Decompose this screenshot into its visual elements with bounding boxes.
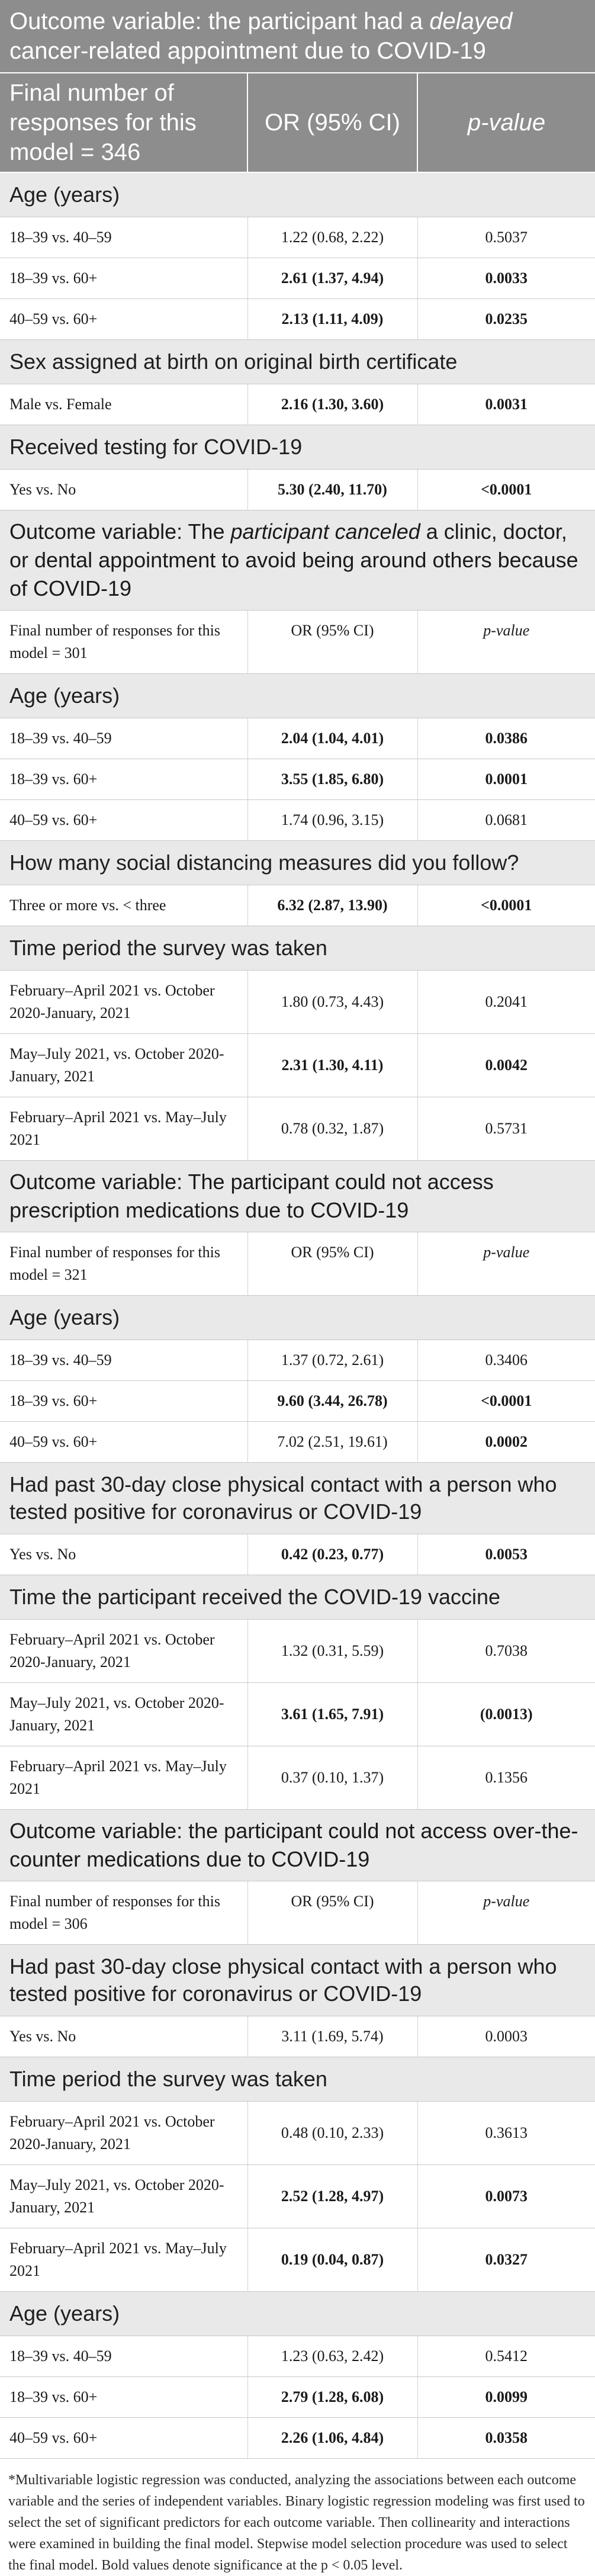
header-or-ci: OR (95% CI) <box>247 73 417 172</box>
comparison-label: Male vs. Female <box>0 384 247 425</box>
group-survey-period <box>0 926 595 971</box>
table-row <box>0 2165 595 2228</box>
comparison-label: May–July 2021, vs. October 2020-January, 2021 <box>0 1034 247 1097</box>
table-row <box>0 759 595 800</box>
table-row <box>0 885 595 926</box>
group-age-years <box>0 1296 595 1340</box>
odds-ratio-ci: 2.79 (1.28, 6.08) <box>247 2377 417 2418</box>
comparison-label: 18–39 vs. 40–59 <box>0 217 247 258</box>
sub-final-responses: Final number of responses for this model = 306 <box>0 1881 247 1945</box>
odds-ratio-ci: 3.11 (1.69, 5.74) <box>247 2016 417 2057</box>
comparison-label: February–April 2021 vs. October 2020-January, 2021 <box>0 2102 247 2165</box>
odds-ratio-ci: 2.16 (1.30, 3.60) <box>247 384 417 425</box>
table-row <box>0 1381 595 1422</box>
table-row <box>0 1620 595 1683</box>
table-row <box>0 718 595 759</box>
odds-ratio-ci: 0.19 (0.04, 0.87) <box>247 2228 417 2292</box>
odds-ratio-ci: 3.55 (1.85, 6.80) <box>247 759 417 800</box>
comparison-label: 18–39 vs. 40–59 <box>0 2336 247 2377</box>
p-value: 0.1356 <box>417 1746 595 1810</box>
group-close-contact <box>0 1463 595 1534</box>
header-p-value: p-value <box>417 73 595 172</box>
group-close-contact-label: Had past 30-day close physical contact with a person who tested positive for coronavirus or COVID-19 <box>0 1463 595 1534</box>
table-row <box>0 2016 595 2057</box>
comparison-label: February–April 2021 vs. October 2020-January, 2021 <box>0 1620 247 1683</box>
p-value: 0.0053 <box>417 1534 595 1575</box>
subheader-row <box>0 611 595 674</box>
comparison-label: May–July 2021, vs. October 2020-January, 2021 <box>0 2165 247 2228</box>
outcome-header-otc-title: Outcome variable: the participant could not access over-the-counter medications due to COVID-19 <box>0 1810 595 1881</box>
sub-or-ci: OR (95% CI) <box>247 1232 417 1296</box>
column-header-row <box>0 73 595 172</box>
odds-ratio-ci: 0.42 (0.23, 0.77) <box>247 1534 417 1575</box>
table-row <box>0 2418 595 2459</box>
odds-ratio-ci: 1.23 (0.63, 2.42) <box>247 2336 417 2377</box>
table-footnote: *Multivariable logistic regression was conducted, analyzing the associations between each outcome variable and the series of independent variables. Binary logistic regression modeling was first used to select the set of significant predictors for each outcome variable. Then collinearity and interactions were examined in building the final model. Stepwise model selection procedure was used to select the final model. Bold values denote significance at the p < 0.05 level. <box>8 2472 585 2573</box>
comparison-label: Yes vs. No <box>0 470 247 510</box>
p-value: <0.0001 <box>417 470 595 510</box>
p-value: 0.0073 <box>417 2165 595 2228</box>
sub-p-value: p-value <box>417 1881 595 1945</box>
table-row <box>0 299 595 340</box>
group-age-years-label: Age (years) <box>0 1296 595 1340</box>
odds-ratio-ci: 1.32 (0.31, 5.59) <box>247 1620 417 1683</box>
group-vaccine-time <box>0 1575 595 1620</box>
group-survey-period <box>0 2057 595 2102</box>
table-row <box>0 384 595 425</box>
group-sex-at-birth <box>0 340 595 384</box>
table-row <box>0 1097 595 1161</box>
subheader-row <box>0 1881 595 1945</box>
sub-final-responses: Final number of responses for this model = 301 <box>0 611 247 674</box>
table-row <box>0 1034 595 1097</box>
group-age-years <box>0 674 595 718</box>
outcome-header-canceled <box>0 510 595 611</box>
group-social-distancing <box>0 841 595 885</box>
odds-ratio-ci: 9.60 (3.44, 26.78) <box>247 1381 417 1422</box>
outcome-header-otc <box>0 1810 595 1881</box>
comparison-label: February–April 2021 vs. May–July 2021 <box>0 1097 247 1161</box>
comparison-label: 18–39 vs. 60+ <box>0 258 247 299</box>
group-age-years <box>0 2292 595 2336</box>
odds-ratio-ci: 0.48 (0.10, 2.33) <box>247 2102 417 2165</box>
table-row <box>0 1340 595 1381</box>
table-row <box>0 470 595 510</box>
table-row <box>0 1683 595 1746</box>
group-vaccine-time-label: Time the participant received the COVID-19 vaccine <box>0 1575 595 1620</box>
subheader-row <box>0 1232 595 1296</box>
sub-final-responses: Final number of responses for this model = 321 <box>0 1232 247 1296</box>
comparison-label: 18–39 vs. 40–59 <box>0 1340 247 1381</box>
table-row <box>0 217 595 258</box>
p-value: 0.0002 <box>417 1422 595 1463</box>
comparison-label: 18–39 vs. 40–59 <box>0 718 247 759</box>
p-value: 0.0327 <box>417 2228 595 2292</box>
table-row <box>0 1746 595 1810</box>
comparison-label: May–July 2021, vs. October 2020-January, 2021 <box>0 1683 247 1746</box>
group-age-years-label: Age (years) <box>0 674 595 718</box>
odds-ratio-ci: 1.22 (0.68, 2.22) <box>247 217 417 258</box>
sub-or-ci: OR (95% CI) <box>247 1881 417 1945</box>
odds-ratio-ci: 2.04 (1.04, 4.01) <box>247 718 417 759</box>
header-final-responses: Final number of responses for this model = 346 <box>0 73 247 172</box>
sub-or-ci: OR (95% CI) <box>247 611 417 674</box>
p-value: 0.5412 <box>417 2336 595 2377</box>
odds-ratio-ci: 2.26 (1.06, 4.84) <box>247 2418 417 2459</box>
comparison-label: 40–59 vs. 60+ <box>0 2418 247 2459</box>
table-row <box>0 2102 595 2165</box>
odds-ratio-ci: 0.37 (0.10, 1.37) <box>247 1746 417 1810</box>
group-covid-testing <box>0 425 595 470</box>
comparison-label: 40–59 vs. 60+ <box>0 800 247 841</box>
p-value: 0.3613 <box>417 2102 595 2165</box>
comparison-label: 40–59 vs. 60+ <box>0 1422 247 1463</box>
sub-p-value: p-value <box>417 611 595 674</box>
p-value: 0.0042 <box>417 1034 595 1097</box>
p-value: 0.0003 <box>417 2016 595 2057</box>
p-value: 0.3406 <box>417 1340 595 1381</box>
odds-ratio-ci: 1.80 (0.73, 4.43) <box>247 971 417 1034</box>
outcome-header-prescription-title: Outcome variable: The participant could not access prescription medications due to COVID-19 <box>0 1161 595 1232</box>
table-row <box>0 2228 595 2292</box>
odds-ratio-ci: 6.32 (2.87, 13.90) <box>247 885 417 926</box>
table-row <box>0 258 595 299</box>
odds-ratio-ci: 7.02 (2.51, 19.61) <box>247 1422 417 1463</box>
table-row <box>0 971 595 1034</box>
odds-ratio-ci: 2.31 (1.30, 4.11) <box>247 1034 417 1097</box>
p-value: <0.0001 <box>417 885 595 926</box>
comparison-label: 40–59 vs. 60+ <box>0 299 247 340</box>
p-value: 0.2041 <box>417 971 595 1034</box>
odds-ratio-ci: 1.74 (0.96, 3.15) <box>247 800 417 841</box>
group-age-years-label: Age (years) <box>0 172 595 217</box>
outcome-header-canceled-title: Outcome variable: The participant canceled a clinic, doctor, or dental appointment to avoid being around others because of COVID-19 <box>0 510 595 611</box>
comparison-label: Three or more vs. < three <box>0 885 247 926</box>
table-row <box>0 1534 595 1575</box>
group-close-contact-label: Had past 30-day close physical contact with a person who tested positive for coronavirus or COVID-19 <box>0 1945 595 2016</box>
odds-ratio-ci: 2.52 (1.28, 4.97) <box>247 2165 417 2228</box>
p-value: 0.0386 <box>417 718 595 759</box>
outcome-header-prescription <box>0 1161 595 1232</box>
p-value: 0.0099 <box>417 2377 595 2418</box>
p-value: <0.0001 <box>417 1381 595 1422</box>
odds-ratio-ci: 0.78 (0.32, 1.87) <box>247 1097 417 1161</box>
comparison-label: 18–39 vs. 60+ <box>0 2377 247 2418</box>
group-close-contact <box>0 1945 595 2016</box>
odds-ratio-ci: 2.13 (1.11, 4.09) <box>247 299 417 340</box>
p-value: (0.0013) <box>417 1683 595 1746</box>
p-value: 0.0681 <box>417 800 595 841</box>
comparison-label: February–April 2021 vs. May–July 2021 <box>0 1746 247 1810</box>
sub-p-value: p-value <box>417 1232 595 1296</box>
group-survey-period-label: Time period the survey was taken <box>0 2057 595 2102</box>
comparison-label: February–April 2021 vs. May–July 2021 <box>0 2228 247 2292</box>
p-value: 0.0235 <box>417 299 595 340</box>
odds-ratio-ci: 1.37 (0.72, 2.61) <box>247 1340 417 1381</box>
comparison-label: Yes vs. No <box>0 1534 247 1575</box>
group-age-years <box>0 172 595 217</box>
p-value: 0.0358 <box>417 2418 595 2459</box>
odds-ratio-ci: 5.30 (2.40, 11.70) <box>247 470 417 510</box>
p-value: 0.0031 <box>417 384 595 425</box>
table-row <box>0 2336 595 2377</box>
table-row <box>0 1422 595 1463</box>
table-row <box>0 2377 595 2418</box>
comparison-label: 18–39 vs. 60+ <box>0 759 247 800</box>
group-social-distancing-label: How many social distancing measures did you follow? <box>0 841 595 885</box>
p-value: 0.5731 <box>417 1097 595 1161</box>
group-survey-period-label: Time period the survey was taken <box>0 926 595 971</box>
odds-ratio-ci: 3.61 (1.65, 7.91) <box>247 1683 417 1746</box>
p-value: 0.5037 <box>417 217 595 258</box>
table-row <box>0 800 595 841</box>
outcome-title-delayed: Outcome variable: the participant had a delayed cancer-related appointment due to COVID-19 <box>0 0 595 73</box>
comparison-label: 18–39 vs. 60+ <box>0 1381 247 1422</box>
group-covid-testing-label: Received testing for COVID-19 <box>0 425 595 470</box>
comparison-label: Yes vs. No <box>0 2016 247 2057</box>
comparison-label: February–April 2021 vs. October 2020-January, 2021 <box>0 971 247 1034</box>
group-age-years-label: Age (years) <box>0 2292 595 2336</box>
p-value: 0.0001 <box>417 759 595 800</box>
group-sex-at-birth-label: Sex assigned at birth on original birth certificate <box>0 340 595 384</box>
p-value: 0.7038 <box>417 1620 595 1683</box>
odds-ratio-ci: 2.61 (1.37, 4.94) <box>247 258 417 299</box>
p-value: 0.0033 <box>417 258 595 299</box>
outcome-header-delayed <box>0 0 595 73</box>
